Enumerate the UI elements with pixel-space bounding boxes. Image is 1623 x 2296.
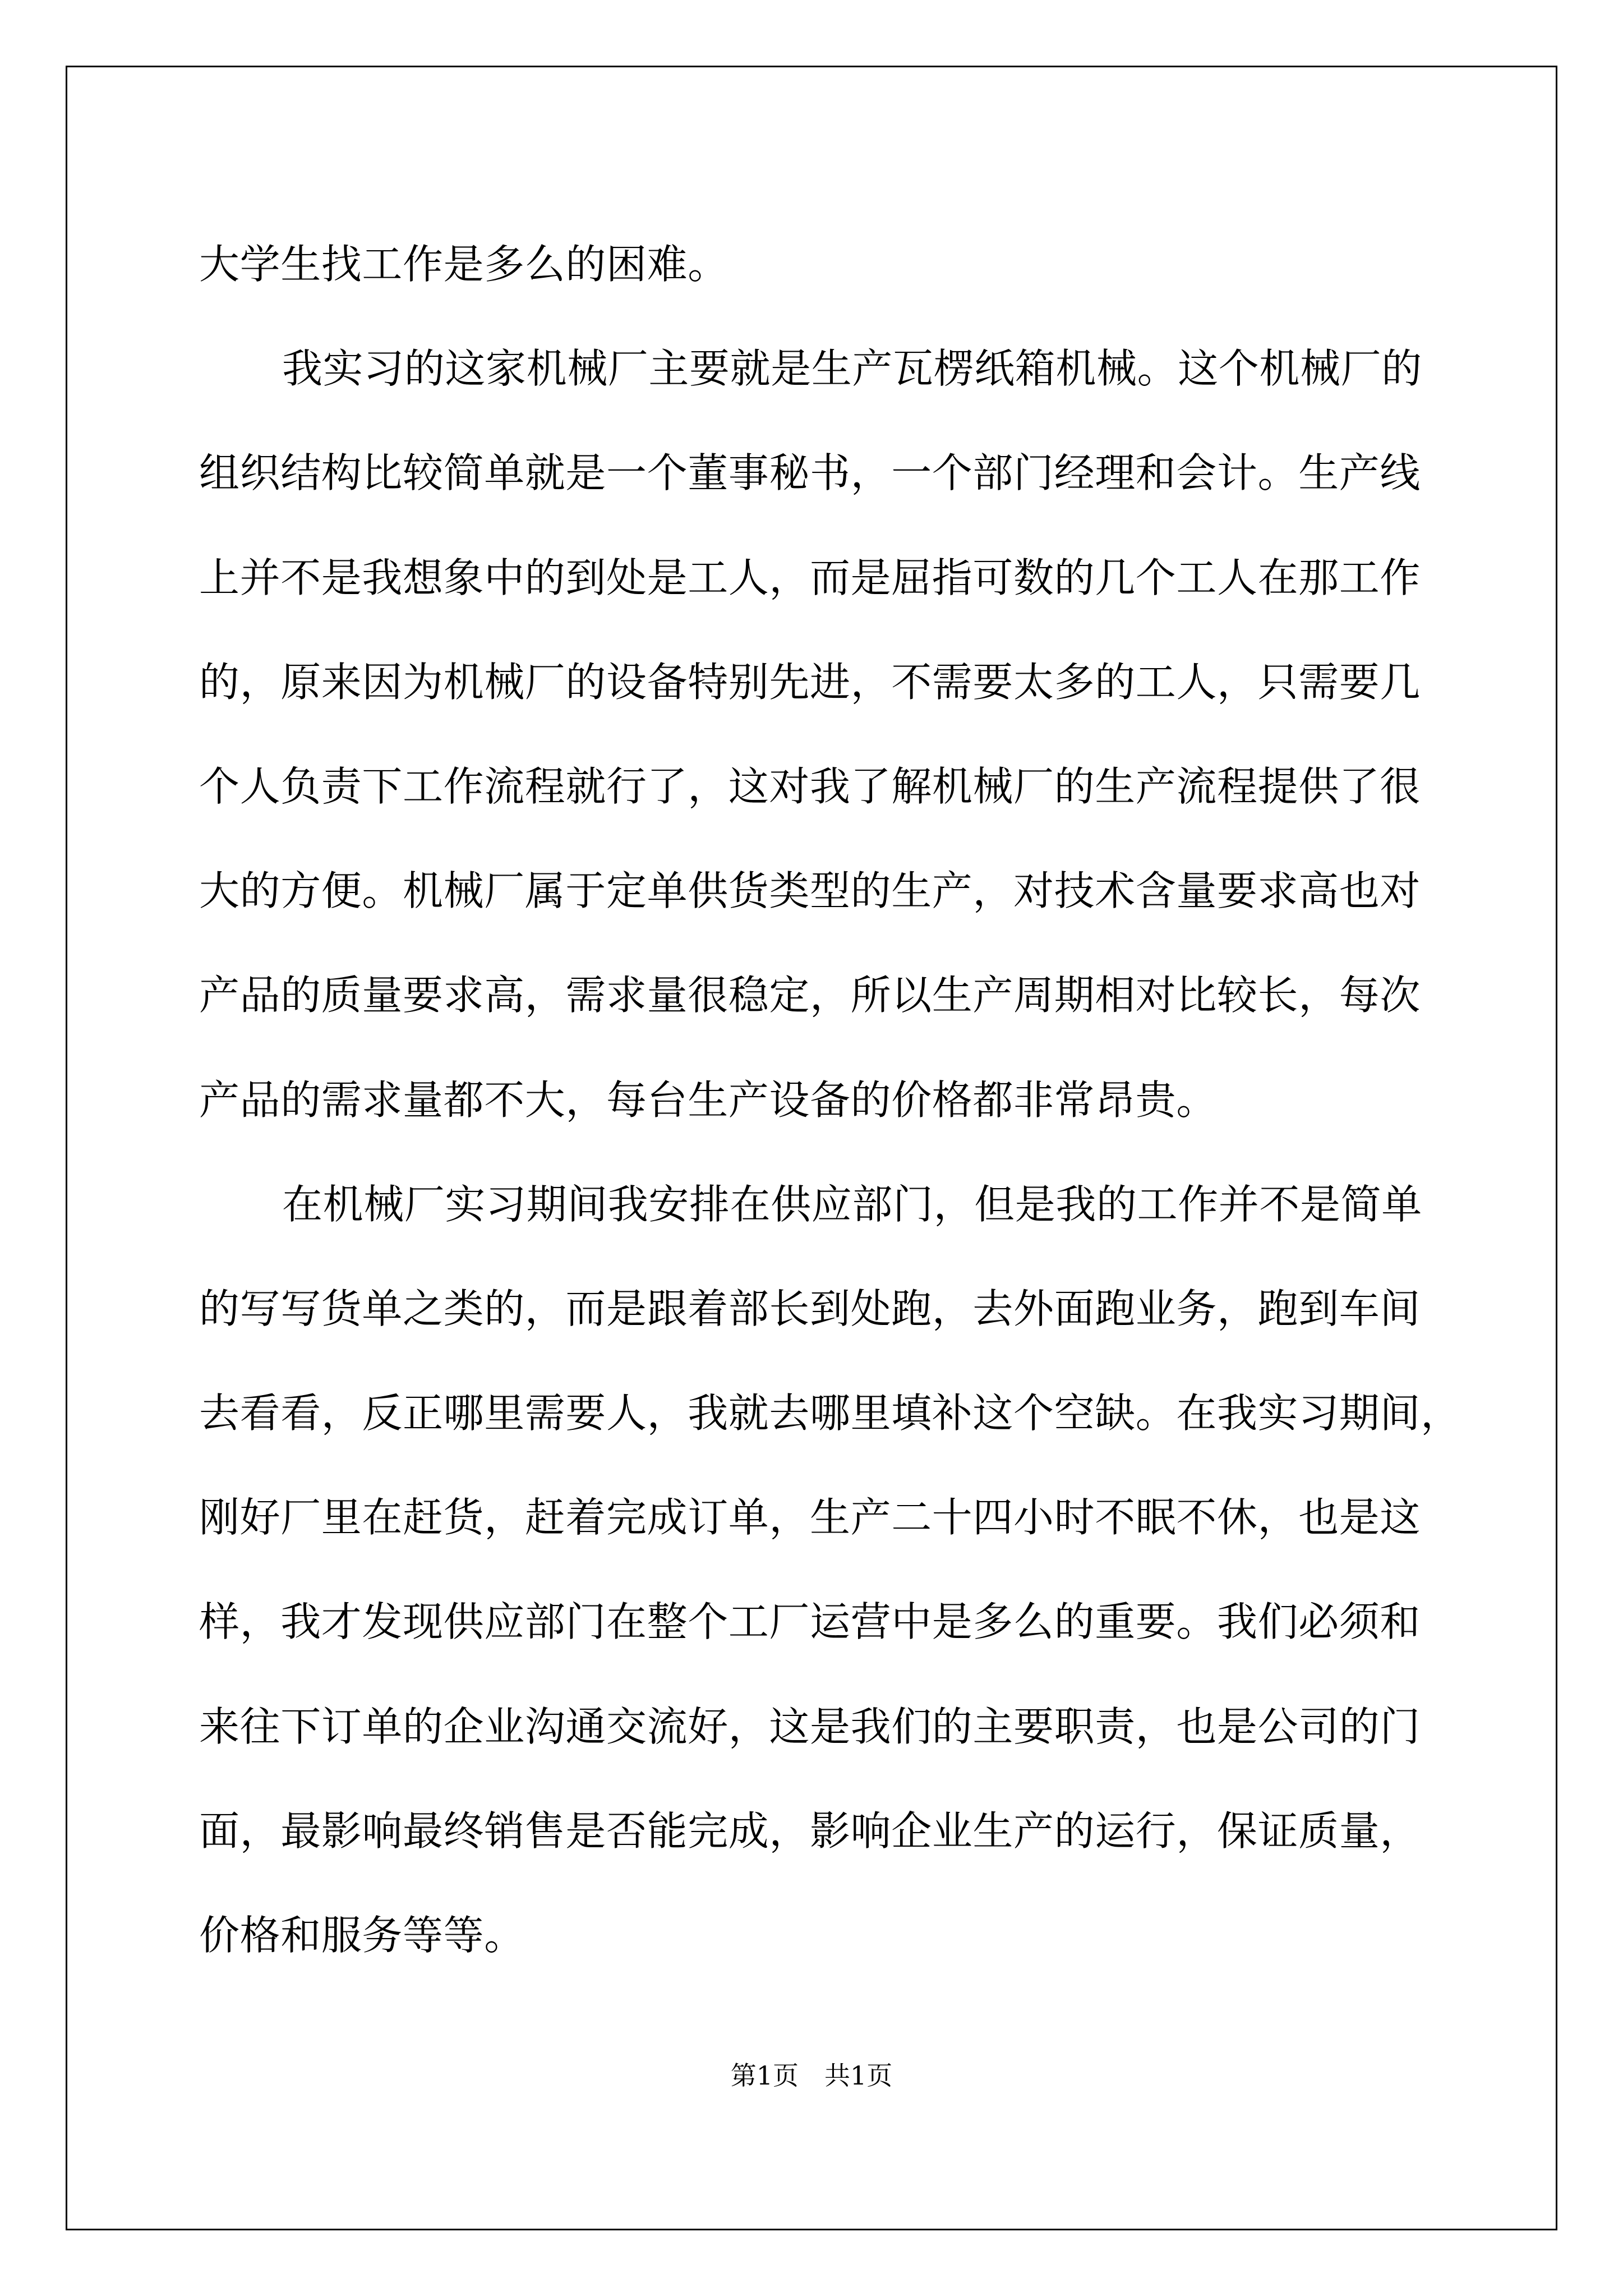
text-line: 上并不是我想象中的到处是工人，而是屈指可数的几个工人在那工作 [199,554,1421,601]
text-line: 的写写货单之类的，而是跟着部长到处跑，去外面跑业务，跑到车间 [199,1285,1421,1332]
text-line: 个人负责下工作流程就行了，这对我了解机械厂的生产流程提供了很 [199,762,1421,810]
page-current-number: 第1页 [730,2060,799,2091]
document-body [199,212,1461,1987]
text-line: 面，最影响最终销售是否能完成，影响企业生产的运行，保证质量， [199,1807,1421,1855]
text-line: 的，原来因为机械厂的设备特别先进，不需要太多的工人，只需要几 [199,658,1421,706]
paragraph-start-line: 我实习的这家机械厂主要就是生产瓦楞纸箱机械。这个机械厂的 [282,345,1422,393]
paragraph-start-line: 在机械厂实习期间我安排在供应部门，但是我的工作并不是简单 [282,1180,1422,1228]
text-line: 去看看，反正哪里需要人，我就去哪里填补这个空缺。在我实习期间， [199,1389,1461,1437]
text-line: 来往下订单的企业沟通交流好，这是我们的主要职责，也是公司的门 [199,1703,1421,1750]
text-line: 组织结构比较简单就是一个董事秘书，一个部门经理和会计。生产线 [199,449,1421,497]
page-total-count: 共1页 [824,2060,893,2091]
text-line: 样，我才发现供应部门在整个工厂运营中是多么的重要。我们必须和 [199,1598,1421,1646]
text-line: 价格和服务等等。 [199,1912,525,1959]
text-line: 大的方便。机械厂属于定单供货类型的生产，对技术含量要求高也对 [199,867,1421,915]
text-line: 大学生找工作是多么的困难。 [199,241,728,288]
text-line: 产品的需求量都不大，每台生产设备的价格都非常昂贵。 [199,1076,1218,1124]
page-footer [0,2055,1623,2092]
text-line: 产品的质量要求高，需求量很稳定，所以生产周期相对比较长，每次 [199,972,1421,1019]
text-line: 刚好厂里在赶货，赶着完成订单，生产二十四小时不眠不休，也是这 [199,1494,1421,1542]
